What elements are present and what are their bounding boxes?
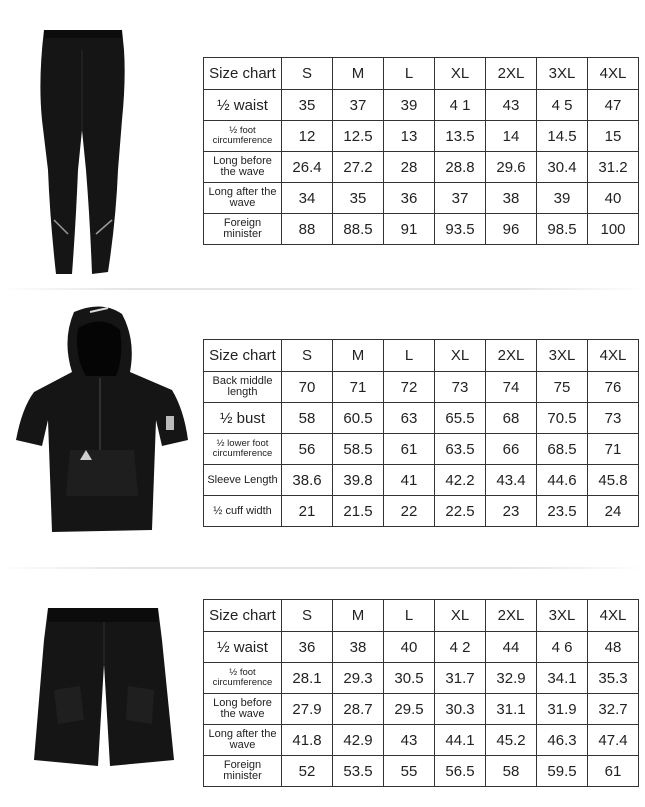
table-cell: 47 bbox=[588, 90, 639, 121]
section-divider bbox=[0, 288, 645, 290]
table-cell: 43.4 bbox=[486, 465, 537, 496]
table-cell: 76 bbox=[588, 372, 639, 403]
table-header-cell: 4XL bbox=[588, 58, 639, 90]
table-header-cell: S bbox=[282, 600, 333, 632]
table-cell: 30.4 bbox=[537, 152, 588, 183]
table-cell: 36 bbox=[384, 183, 435, 214]
table-cell: 45.2 bbox=[486, 725, 537, 756]
table-row bbox=[204, 152, 639, 183]
table-cell: 66 bbox=[486, 434, 537, 465]
table-cell: 43 bbox=[384, 725, 435, 756]
row-label: Back middle length bbox=[204, 372, 282, 403]
table-cell: 35 bbox=[282, 90, 333, 121]
table-row bbox=[204, 183, 639, 214]
table-row bbox=[204, 58, 639, 90]
table-header-cell: S bbox=[282, 340, 333, 372]
table-cell: 40 bbox=[384, 632, 435, 663]
table-cell: 28 bbox=[384, 152, 435, 183]
row-label: ½ foot circumference bbox=[204, 121, 282, 152]
table-cell: 88 bbox=[282, 214, 333, 245]
table-cell: 42.9 bbox=[333, 725, 384, 756]
table-cell: 31.1 bbox=[486, 694, 537, 725]
table-header-cell: L bbox=[384, 600, 435, 632]
table-cell: 28.1 bbox=[282, 663, 333, 694]
table-cell: 56.5 bbox=[435, 756, 486, 787]
table-cell: 46.3 bbox=[537, 725, 588, 756]
table-cell: 29.6 bbox=[486, 152, 537, 183]
table-cell: 59.5 bbox=[537, 756, 588, 787]
table-header-cell: 4XL bbox=[588, 600, 639, 632]
table-cell: 15 bbox=[588, 121, 639, 152]
table-header-cell: XL bbox=[435, 600, 486, 632]
table-row bbox=[204, 756, 639, 787]
row-label: Long before the wave bbox=[204, 694, 282, 725]
table-cell: 74 bbox=[486, 372, 537, 403]
table-cell: 4 6 bbox=[537, 632, 588, 663]
table-header-cell: 2XL bbox=[486, 600, 537, 632]
table-cell: 24 bbox=[588, 496, 639, 527]
table-cell: 31.9 bbox=[537, 694, 588, 725]
row-label: Long after the wave bbox=[204, 183, 282, 214]
row-label: Foreign minister bbox=[204, 756, 282, 787]
jacket-product-image bbox=[12, 300, 194, 540]
table-row bbox=[204, 694, 639, 725]
table-cell: 61 bbox=[384, 434, 435, 465]
table-cell: 68 bbox=[486, 403, 537, 434]
table-cell: 47.4 bbox=[588, 725, 639, 756]
table-row bbox=[204, 725, 639, 756]
table-cell: 4 2 bbox=[435, 632, 486, 663]
table-cell: 4 5 bbox=[537, 90, 588, 121]
table-cell: 38.6 bbox=[282, 465, 333, 496]
table-header-cell: 3XL bbox=[537, 58, 588, 90]
table-cell: 98.5 bbox=[537, 214, 588, 245]
table-cell: 72 bbox=[384, 372, 435, 403]
row-label: ½ bust bbox=[204, 403, 282, 434]
table-cell: 41 bbox=[384, 465, 435, 496]
table-cell: 44 bbox=[486, 632, 537, 663]
table-row bbox=[204, 434, 639, 465]
table-cell: 45.8 bbox=[588, 465, 639, 496]
table-cell: 22 bbox=[384, 496, 435, 527]
table-cell: 22.5 bbox=[435, 496, 486, 527]
table-header-cell: 3XL bbox=[537, 600, 588, 632]
table-cell: 61 bbox=[588, 756, 639, 787]
table-cell: 14 bbox=[486, 121, 537, 152]
table-cell: 56 bbox=[282, 434, 333, 465]
table-cell: 29.3 bbox=[333, 663, 384, 694]
table-cell: 75 bbox=[537, 372, 588, 403]
table-cell: 32.7 bbox=[588, 694, 639, 725]
table-header-cell: XL bbox=[435, 58, 486, 90]
table-row bbox=[204, 496, 639, 527]
table-cell: 26.4 bbox=[282, 152, 333, 183]
table-cell: 32.9 bbox=[486, 663, 537, 694]
table-cell: 4 1 bbox=[435, 90, 486, 121]
row-label: ½ lower foot circumference bbox=[204, 434, 282, 465]
table-cell: 58.5 bbox=[333, 434, 384, 465]
table-cell: 65.5 bbox=[435, 403, 486, 434]
table-cell: 38 bbox=[333, 632, 384, 663]
table-row bbox=[204, 121, 639, 152]
table-row bbox=[204, 465, 639, 496]
table-header-cell: L bbox=[384, 340, 435, 372]
table-cell: 52 bbox=[282, 756, 333, 787]
row-label: Long after the wave bbox=[204, 725, 282, 756]
table-cell: 30.3 bbox=[435, 694, 486, 725]
table-cell: 100 bbox=[588, 214, 639, 245]
table-cell: 91 bbox=[384, 214, 435, 245]
table-cell: 96 bbox=[486, 214, 537, 245]
table-cell: 12.5 bbox=[333, 121, 384, 152]
table-cell: 44.1 bbox=[435, 725, 486, 756]
table-cell: 88.5 bbox=[333, 214, 384, 245]
table-header-cell: M bbox=[333, 58, 384, 90]
table-cell: 73 bbox=[435, 372, 486, 403]
table-cell: 28.8 bbox=[435, 152, 486, 183]
table-cell: 40 bbox=[588, 183, 639, 214]
table-cell: 55 bbox=[384, 756, 435, 787]
pants-size-table bbox=[203, 57, 639, 245]
table-cell: 37 bbox=[333, 90, 384, 121]
table-cell: 39.8 bbox=[333, 465, 384, 496]
table-cell: 71 bbox=[333, 372, 384, 403]
table-cell: 63 bbox=[384, 403, 435, 434]
table-cell: 21.5 bbox=[333, 496, 384, 527]
table-cell: 71 bbox=[588, 434, 639, 465]
table-cell: 27.9 bbox=[282, 694, 333, 725]
pants-product-image bbox=[30, 20, 150, 282]
table-row bbox=[204, 90, 639, 121]
table-header-cell: 3XL bbox=[537, 340, 588, 372]
table-row bbox=[204, 403, 639, 434]
table-cell: 13 bbox=[384, 121, 435, 152]
table-row bbox=[204, 632, 639, 663]
table-cell: 28.7 bbox=[333, 694, 384, 725]
jacket-size-table bbox=[203, 339, 639, 527]
table-header-cell: XL bbox=[435, 340, 486, 372]
table-cell: 34 bbox=[282, 183, 333, 214]
row-label: ½ foot circumference bbox=[204, 663, 282, 694]
table-header-cell: L bbox=[384, 58, 435, 90]
table-cell: 93.5 bbox=[435, 214, 486, 245]
table-cell: 36 bbox=[282, 632, 333, 663]
table-cell: 34.1 bbox=[537, 663, 588, 694]
table-header-cell: M bbox=[333, 600, 384, 632]
table-cell: 38 bbox=[486, 183, 537, 214]
table-cell: 31.7 bbox=[435, 663, 486, 694]
table-header-cell: Size chart bbox=[204, 58, 282, 90]
table-cell: 41.8 bbox=[282, 725, 333, 756]
table-cell: 43 bbox=[486, 90, 537, 121]
table-row bbox=[204, 340, 639, 372]
shorts-size-table bbox=[203, 599, 639, 787]
table-row bbox=[204, 214, 639, 245]
table-header-cell: Size chart bbox=[204, 600, 282, 632]
table-row bbox=[204, 600, 639, 632]
table-header-cell: M bbox=[333, 340, 384, 372]
table-cell: 30.5 bbox=[384, 663, 435, 694]
shorts-product-image bbox=[28, 600, 178, 772]
table-cell: 35 bbox=[333, 183, 384, 214]
table-cell: 60.5 bbox=[333, 403, 384, 434]
table-cell: 14.5 bbox=[537, 121, 588, 152]
table-cell: 13.5 bbox=[435, 121, 486, 152]
table-header-cell: 2XL bbox=[486, 340, 537, 372]
table-cell: 27.2 bbox=[333, 152, 384, 183]
row-label: ½ waist bbox=[204, 632, 282, 663]
table-cell: 58 bbox=[282, 403, 333, 434]
table-row bbox=[204, 372, 639, 403]
table-row bbox=[204, 663, 639, 694]
table-cell: 21 bbox=[282, 496, 333, 527]
table-cell: 23 bbox=[486, 496, 537, 527]
table-cell: 53.5 bbox=[333, 756, 384, 787]
table-cell: 37 bbox=[435, 183, 486, 214]
row-label: Long before the wave bbox=[204, 152, 282, 183]
section-divider bbox=[0, 567, 645, 569]
table-cell: 58 bbox=[486, 756, 537, 787]
table-cell: 48 bbox=[588, 632, 639, 663]
row-label: ½ waist bbox=[204, 90, 282, 121]
row-label: ½ cuff width bbox=[204, 496, 282, 527]
table-header-cell: 2XL bbox=[486, 58, 537, 90]
table-cell: 39 bbox=[384, 90, 435, 121]
table-cell: 44.6 bbox=[537, 465, 588, 496]
table-header-cell: 4XL bbox=[588, 340, 639, 372]
row-label: Sleeve Length bbox=[204, 465, 282, 496]
table-cell: 73 bbox=[588, 403, 639, 434]
table-cell: 68.5 bbox=[537, 434, 588, 465]
table-cell: 12 bbox=[282, 121, 333, 152]
table-header-cell: S bbox=[282, 58, 333, 90]
table-cell: 35.3 bbox=[588, 663, 639, 694]
table-cell: 63.5 bbox=[435, 434, 486, 465]
table-cell: 70.5 bbox=[537, 403, 588, 434]
table-header-cell: Size chart bbox=[204, 340, 282, 372]
table-cell: 23.5 bbox=[537, 496, 588, 527]
table-cell: 42.2 bbox=[435, 465, 486, 496]
table-cell: 31.2 bbox=[588, 152, 639, 183]
table-cell: 39 bbox=[537, 183, 588, 214]
table-cell: 29.5 bbox=[384, 694, 435, 725]
row-label: Foreign minister bbox=[204, 214, 282, 245]
table-cell: 70 bbox=[282, 372, 333, 403]
